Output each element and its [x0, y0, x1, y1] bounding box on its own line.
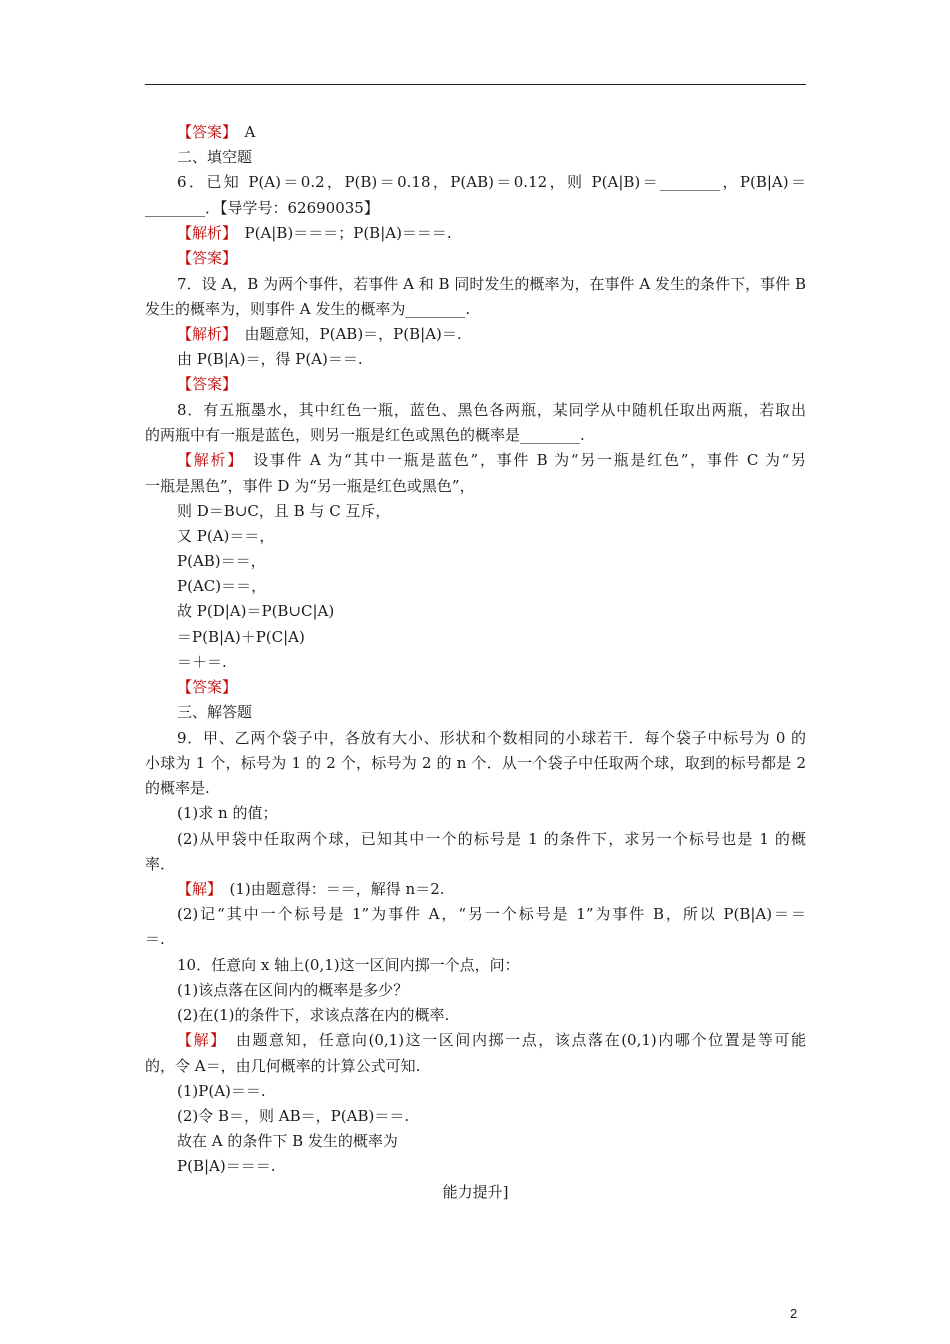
solution-line: ＝P(B|A)＋P(C|A): [177, 628, 305, 646]
answer-line: [177, 122, 806, 142]
question-9-part-2-end: 率．: [145, 855, 176, 873]
answer-tag: 【答案】: [177, 123, 230, 141]
solution-line: ＝.: [145, 930, 165, 948]
solution-line: P(B|A)＝＝＝.: [177, 1157, 276, 1175]
answer-tag: 【答案】: [177, 375, 238, 393]
solution-line: (2)令 B＝，则 AB＝，P(AB)＝＝.: [177, 1107, 410, 1125]
section-heading: 三、解答题: [177, 703, 253, 721]
analysis-line: 【解析】 由题意知，P(AB)＝，P(B|A)＝.: [177, 325, 462, 343]
analysis-tag: 【解析】: [177, 224, 230, 242]
question-9-part-1: (1)求 n 的值；: [177, 804, 278, 822]
question-7-line-1: 7．设 A，B 为两个事件，若事件 A 和 B 同时发生的概率为，在事件 A 发生的条件下，事件 B: [177, 275, 806, 293]
solution-line: 则 D＝B∪C，且 B 与 C 互斥，: [177, 502, 391, 520]
answer-line: [177, 374, 806, 394]
line-text: A: [229, 123, 256, 141]
answer-tag: 【答案】: [177, 249, 238, 267]
solution-line: P(AC)＝＝，: [177, 577, 267, 595]
solution-line: 的，令 A＝，由几何概率的计算公式可知.: [145, 1057, 421, 1075]
question-10-line-1: 10．任意向 x 轴上(0,1)这一区间内掷一个点，问：: [177, 956, 520, 974]
question-9-line-1: 9．甲、乙两个袋子中，各放有大小、形状和个数相同的小球若干．每个袋子中标号为 0 的: [177, 729, 806, 747]
question-9-line-3: 的概率是.: [145, 779, 210, 797]
solution-line: 【解】 由题意知，任意向(0,1)这一区间内掷一点，该点落在(0,1)内哪个位置是等可能: [177, 1031, 806, 1049]
solution-line: 故 P(D|A)＝P(B∪C|A): [177, 602, 335, 620]
question-10-part-1: (1)该点落在区间内的概率是多少？: [177, 981, 409, 999]
solution-line: 故在 A 的条件下 B 发生的概率为: [177, 1132, 398, 1150]
solution-line: 一瓶是黑色”，事件 D 为“另一瓶是红色或黑色”，: [145, 477, 475, 495]
question-6-line-1: 6．已知 P(A)＝0.2，P(B)＝0.18，P(AB)＝0.12，则 P(A|B)＝________，P(B|A)＝: [177, 173, 806, 191]
analysis-tag: 【解析】: [177, 451, 237, 469]
solution-line: 由 P(B|A)＝，得 P(A)＝＝.: [177, 350, 363, 368]
solution-tag: 【解】: [177, 1031, 220, 1049]
answer-line: [177, 677, 806, 697]
question-6-line-2: ________．【导学号：62690035】: [145, 199, 379, 217]
solution-line: (1)P(A)＝＝.: [177, 1082, 266, 1100]
solution-tag: 【解】: [177, 880, 215, 898]
section-heading: 二、填空题: [177, 148, 253, 166]
header-rule: [145, 84, 806, 85]
page-number: 2: [790, 1306, 798, 1321]
question-8-line-2: 的两瓶中有一瓶是蓝色，则另一瓶是红色或黑色的概率是________.: [145, 426, 585, 444]
solution-line: (2)记“其中一个标号是 1”为事件 A，“另一个标号是 1”为事件 B，所以 P(B|A)＝＝: [177, 905, 806, 923]
answer-line: [177, 248, 806, 268]
section-title-ability: 能力提升]: [442, 1183, 509, 1201]
question-10-part-2: (2)在(1)的条件下，求该点落在内的概率.: [177, 1006, 450, 1024]
question-8-line-1: 8．有五瓶墨水，其中红色一瓶，蓝色、黑色各两瓶，某同学从中随机任取出两瓶，若取出: [177, 401, 806, 419]
solution-line: 又 P(A)＝＝，: [177, 527, 275, 545]
question-7-line-2: 发生的概率为，则事件 A 发生的概率为________.: [145, 300, 471, 318]
analysis-tag: 【解析】: [177, 325, 230, 343]
analysis-line: 【解析】 P(A|B)＝＝＝；P(B|A)＝＝＝.: [177, 224, 452, 242]
solution-line: ＝＋＝.: [177, 653, 227, 671]
solution-line: P(AB)＝＝，: [177, 552, 266, 570]
question-9-part-2: (2)从甲袋中任取两个球，已知其中一个的标号是 1 的条件下，求另一个标号也是 1 的概: [177, 830, 806, 848]
solution-line: 【解】 (1)由题意得：＝＝，解得 n＝2.: [177, 880, 445, 898]
answer-tag: 【答案】: [177, 678, 238, 696]
question-9-line-2: 小球为 1 个，标号为 1 的 2 个，标号为 2 的 n 个．从一个袋子中任取两个球，取到的标号都是 2: [145, 754, 806, 772]
analysis-line: 【解析】 设事件 A 为“其中一瓶是蓝色”，事件 B 为“另一瓶是红色”，事件 C 为“另: [177, 451, 806, 469]
